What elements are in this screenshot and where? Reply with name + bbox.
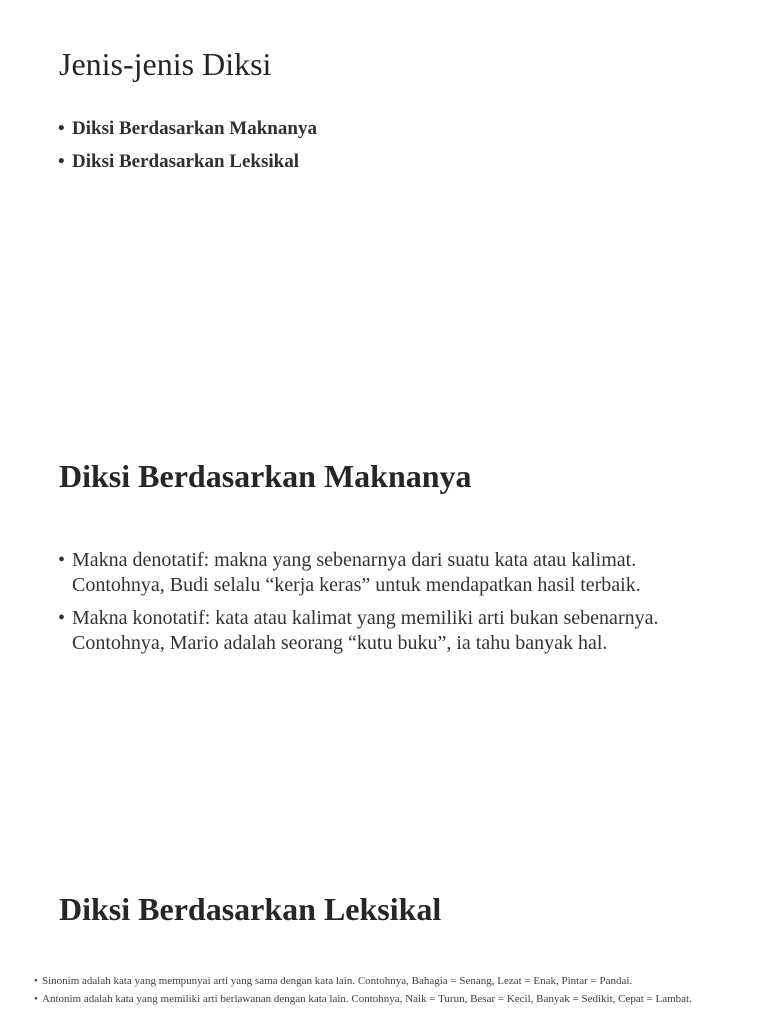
list-item: • Makna konotatif: kata atau kalimat yang memiliki arti bukan sebenarnya. Contohnya, Mario adalah seorang “kutu buku”, ia tahu banyak hal. bbox=[58, 606, 718, 656]
list-item: • Diksi Berdasarkan Leksikal bbox=[58, 150, 738, 174]
slide-title: Diksi Berdasarkan Leksikal bbox=[59, 891, 442, 927]
list-item: • Sinonim adalah kata yang mempunyai arti yang sama dengan kata lain. Contohnya, Bahagia = Senang, Lezat = Enak, Pintar = Pandai. bbox=[34, 975, 734, 988]
slide-title: Diksi Berdasarkan Maknanya bbox=[59, 458, 472, 494]
bullet-list bbox=[58, 117, 738, 183]
list-item: • Antonim adalah kata yang memiliki arti berlawanan dengan kata lain. Contohnya, Naik = Turun, Besar = Kecil, Banyak = Sedikit, Cepat = Lambat. bbox=[34, 993, 734, 1006]
slide-title: Jenis-jenis Diksi bbox=[59, 46, 272, 82]
bullet-list bbox=[58, 548, 718, 664]
list-item: • Makna denotatif: makna yang sebenarnya dari suatu kata atau kalimat. Contohnya, Budi selalu “kerja keras” untuk mendapatkan hasil terbaik. bbox=[58, 548, 718, 598]
list-item: • Diksi Berdasarkan Maknanya bbox=[58, 117, 738, 141]
bullet-list bbox=[34, 975, 734, 1011]
